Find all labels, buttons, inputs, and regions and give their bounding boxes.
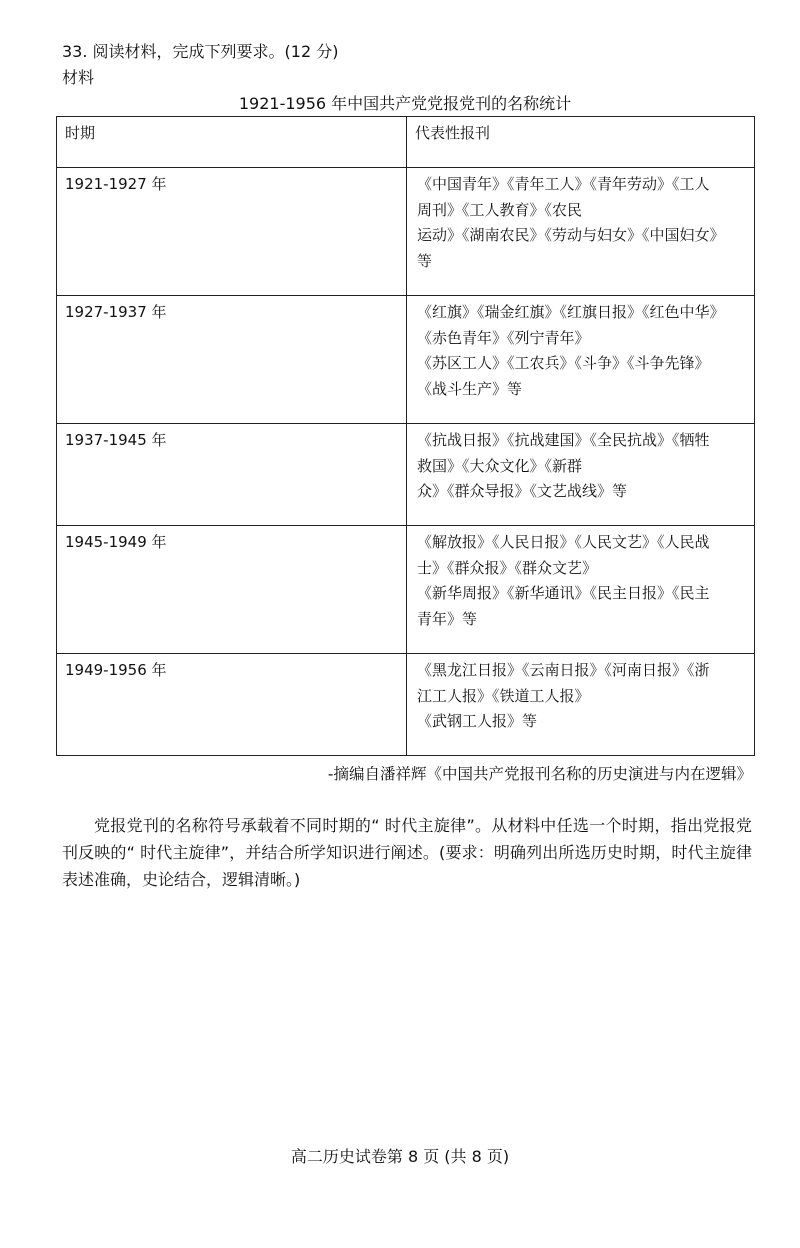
papers-line: 《解放报》《人民日报》《人民文艺》《人民战 bbox=[417, 533, 710, 551]
papers-line: 《赤色青年》《列宁青年》 bbox=[417, 328, 590, 347]
papers-line: 《抗战日报》《抗战建国》《全民抗战》《牺牲 bbox=[417, 431, 710, 449]
table-title: 1921-1956 年中国共产党党报党刊的名称统计 bbox=[238, 94, 572, 113]
table-row bbox=[57, 168, 755, 296]
papers-line: 青年》等 bbox=[417, 609, 478, 628]
table-row bbox=[57, 654, 755, 756]
papers-cell bbox=[407, 424, 755, 526]
table-row bbox=[57, 296, 755, 424]
period-cell: 1927-1937 年 bbox=[57, 296, 407, 424]
page-footer: 高二历史试卷第 8 页 (共 8 页) bbox=[290, 1147, 510, 1166]
papers-line: 《武钢工人报》等 bbox=[417, 712, 538, 730]
papers-line: 等 bbox=[417, 251, 433, 270]
material-label: 材料 bbox=[62, 68, 95, 87]
source-citation: -摘编自潘祥辉《中国共产党报刊名称的历史演进与内在逻辑》 bbox=[327, 765, 752, 783]
table-row bbox=[57, 424, 755, 526]
period-cell: 1945-1949 年 bbox=[57, 526, 407, 654]
period-cell: 1937-1945 年 bbox=[57, 424, 407, 526]
period-cell: 1921-1927 年 bbox=[57, 168, 407, 296]
table-row bbox=[57, 526, 755, 654]
papers-line: 士》《群众报》《群众文艺》 bbox=[417, 558, 598, 577]
papers-cell bbox=[407, 654, 755, 756]
papers-cell bbox=[407, 168, 755, 296]
papers-line: 《中国青年》《青年工人》《青年劳动》《工人 bbox=[417, 175, 710, 193]
question-header: 33. 阅读材料，完成下列要求。(12 分) bbox=[62, 42, 339, 61]
papers-line: 《黑龙江日报》《云南日报》《河南日报》《浙 bbox=[417, 661, 710, 679]
papers-line: 《苏区工人》《工农兵》《斗争》《斗争先锋》 bbox=[417, 354, 710, 372]
papers-line: 《战斗生产》等 bbox=[417, 379, 523, 398]
header-papers: 代表性报刊 bbox=[407, 117, 755, 168]
papers-line: 《新华周报》《新华通讯》《民主日报》《民主 bbox=[417, 584, 710, 602]
papers-line: 运动》《湖南农民》《劳动与妇女》《中国妇女》 bbox=[417, 226, 725, 244]
papers-line: 江工人报》《铁道工人报》 bbox=[417, 686, 590, 705]
periodicals-table bbox=[56, 116, 755, 756]
question-prompt: 党报党刊的名称符号承载着不同时期的“ 时代主旋律”。从材料中任选一个时期，指出党报党刊反映的“ 时代主旋律”，并结合所学知识进行阐述。(要求：明确列出所选历史时期，时代主旋律表述准确，史论结合，逻辑清晰。) bbox=[62, 816, 752, 889]
table-header-row bbox=[57, 117, 755, 168]
papers-line: 众》《群众导报》《文艺战线》等 bbox=[417, 482, 628, 500]
papers-line: 救国》《大众文化》《新群 bbox=[417, 456, 583, 475]
papers-cell bbox=[407, 296, 755, 424]
header-period: 时期 bbox=[57, 117, 407, 168]
period-cell: 1949-1956 年 bbox=[57, 654, 407, 756]
papers-line: 《红旗》《瑞金红旗》《红旗日报》《红色中华》 bbox=[417, 303, 725, 321]
papers-line: 周刊》《工人教育》《农民 bbox=[417, 200, 583, 219]
papers-cell bbox=[407, 526, 755, 654]
